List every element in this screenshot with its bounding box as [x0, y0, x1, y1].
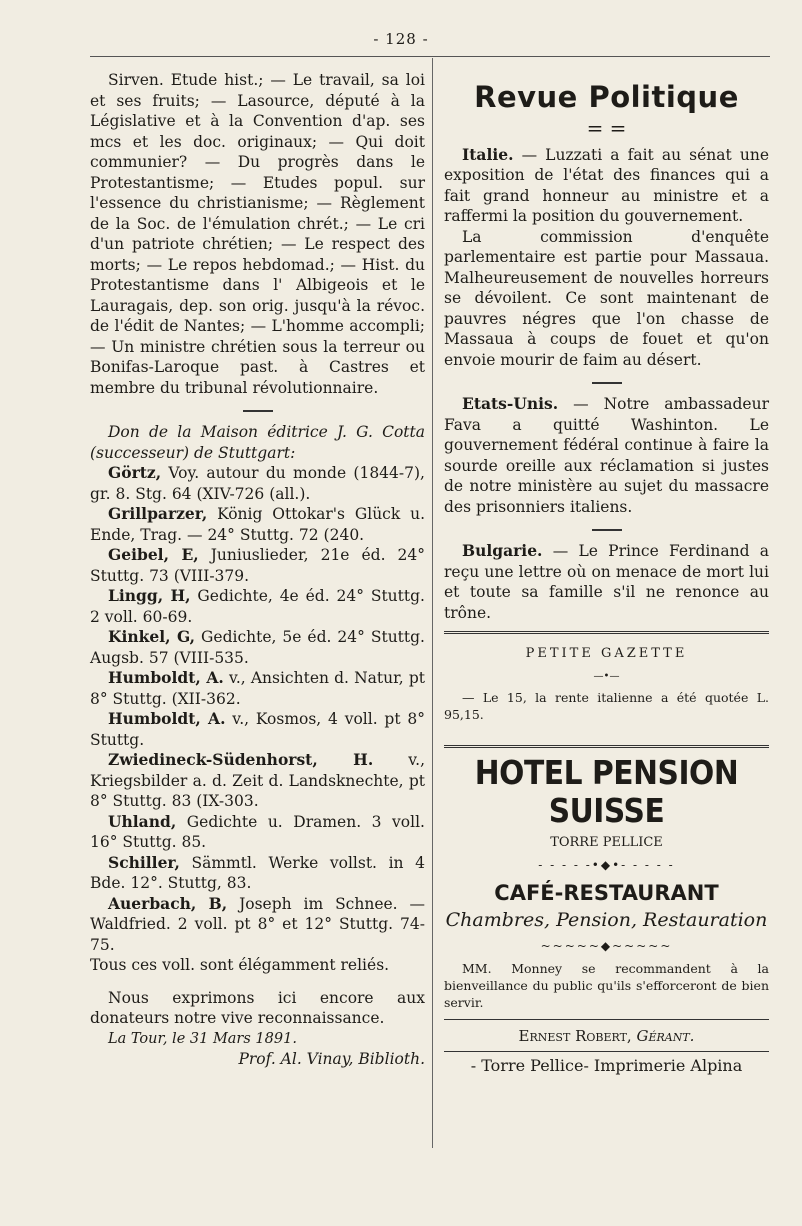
book-details: Gedichte, 5e éd. 24° Stuttg. Augsb. 57 (VIII-535.: [90, 628, 425, 667]
book-author: Lingg, H,: [108, 586, 191, 605]
book-author: Humboldt, A.: [108, 668, 224, 687]
book-details: Voy. autour du monde (1844-7), gr. 8. Stg. 64 (XIV-726 (all.).: [90, 464, 425, 503]
cafe-restaurant-title: CAFÉ-RESTAURANT: [494, 880, 719, 905]
double-rule: [444, 631, 769, 634]
book-entry: [90, 463, 425, 504]
etats-unis-text: — Notre ambassadeur Fava a quitté Washinton. Le gouvernement fédéral continue à faire la sourde oreille aux réclamation si justes de notre ministère au sujet du massacre des prisonniers italiens.: [444, 395, 769, 516]
section-rule: [243, 410, 273, 412]
book-details: Gedichte u. Dramen. 3 voll. 16° Stuttg. 85.: [90, 812, 425, 851]
thin-rule: [444, 1019, 769, 1020]
italie-paragraph-2: La commission d'enquête parlementaire est partie pour Massaua. Malheureusement de nouvelles horreurs se dévoilent. Ce sont maintenant de pauvres négres que l'on chasse de Massaua à coups de fouet et qu'on envoie mourir de faim au désert.: [444, 227, 769, 369]
signature: Prof. Al. Vinay, Biblioth.: [238, 1050, 425, 1068]
chambres-line: Chambres, Pension, Restauration: [445, 908, 768, 931]
thin-rule: [444, 1051, 769, 1052]
book-author: Schiller,: [108, 852, 180, 872]
book-details: v., Ansichten d. Natur, pt 8° Stuttg. (XII-362.: [90, 669, 426, 708]
column-divider: [432, 58, 433, 1148]
book-entry: [90, 894, 425, 956]
gerant-role: Gérant.: [636, 1027, 695, 1045]
right-column: [444, 70, 769, 1080]
donation-heading: Don de la Maison éditrice J. G. Cotta (successeur) de Stuttgart:: [90, 423, 425, 462]
catalogue-paragraph: Sirven. Etude hist.; — Le travail, sa loi et ses fruits; — Lasource, député à la Législative et à la Convention d'ap. ses mcs et les doc. originaux; — Qui doit communier? — Du progrès dans le Protestantisme; — Etudes popul. sur l'essence du christianisme; — Règlement de la Soc. de l'émulation chrét.; — Le cri d'un patriote chrétien; — Le respect des morts; — Le repos hebdomad.; — Hist. du Protestantisme dans l' Albigeois et le Lauragais, dep. son orig. jusqu'à la révoc. de l'édit de Nantes; — L'homme accompli; — Un ministre chrétien sous la terreur ou Bonifas-Laroque past. à Castres et membre du tribunal révolutionnaire.: [90, 71, 425, 397]
petite-gazette-title: PETITE GAZETTE: [525, 646, 688, 661]
book-entry: [90, 853, 425, 894]
book-list: [90, 463, 425, 955]
book-details: Juniuslieder, 21e éd. 24° Stuttg. 73 (VIII-379.: [90, 546, 426, 585]
book-author: Görtz,: [108, 463, 162, 482]
italie-label: Italie.: [462, 144, 514, 164]
book-entry: [90, 750, 425, 812]
book-entry: [90, 668, 425, 709]
italie-text: — Luzzati a fait au sénat une exposition de l'état des finances qui a fait grand honneur au ministre et a raffermi la position du gouvernement.: [444, 145, 769, 225]
bound-note: Tous ces voll. sont élégamment reliés.: [90, 956, 390, 974]
book-entry: [90, 504, 425, 545]
book-author: Kinkel, G,: [108, 627, 196, 646]
book-details: v., Kosmos, 4 voll. pt 8° Stuttg.: [90, 710, 426, 749]
book-entry: [90, 586, 425, 627]
hotel-location: TORRE PELLICE: [550, 835, 663, 850]
hotel-title: HOTEL PENSION SUISSE: [474, 753, 739, 830]
date-line: La Tour, le 31 Mars 1891.: [108, 1030, 297, 1047]
section-rule: [592, 529, 622, 531]
recommend-text: MM. Monney se recommandent à la bienveillance du public qu'ils s'efforceront de bien servir.: [444, 961, 769, 1010]
left-column: [90, 70, 425, 1070]
gerant-name: Ernest Robert,: [518, 1027, 632, 1045]
thanks-text: Nous exprimons ici encore aux donateurs notre vive reconnaissance.: [90, 988, 425, 1027]
bulgarie-label: Bulgarie.: [462, 541, 543, 560]
book-author: Humboldt, A.: [108, 709, 226, 728]
gazette-ornament: —•—: [593, 670, 620, 682]
section-rule: [592, 382, 622, 384]
book-entry: [90, 709, 425, 750]
spacer: [90, 976, 425, 988]
book-author: Geibel, E,: [108, 545, 199, 564]
imprimerie-line: - Torre Pellice- Imprimerie Alpina: [470, 1055, 743, 1075]
book-author: Zwiedineck-Südenhorst, H.: [108, 750, 374, 769]
book-details: Joseph im Schnee. — Waldfried. 2 voll. pt 8° et 12° Stuttg. 74-75.: [90, 894, 425, 954]
book-details: v., Kriegsbilder a. d. Zeit d. Landsknechte, pt 8° Stuttg. 83 (IX-303.: [90, 751, 425, 810]
ornament-divider: - - - - -•◆•- - - - -: [538, 858, 675, 872]
book-details: Gedichte, 4e éd. 24° Stuttg. 2 voll. 60-69.: [90, 587, 425, 626]
book-author: Auerbach, B,: [108, 893, 228, 913]
page-number: - 128 -: [373, 30, 429, 48]
book-details: Sämmtl. Werke vollst. in 4 Bde. 12°. Stuttg, 83.: [90, 853, 425, 892]
book-details: König Ottokar's Glück u. Ende, Trag. — 24° Stuttg. 72 (240.: [90, 505, 425, 544]
bulgarie-text: — Le Prince Ferdinand a reçu une lettre où on menace de mort lui et toute sa famille s'il ne renonce au trône.: [444, 542, 769, 622]
top-rule: [90, 56, 770, 57]
title-ornament: = =: [586, 116, 627, 140]
book-author: Grillparzer,: [108, 504, 208, 523]
book-author: Uhland,: [108, 811, 177, 831]
double-rule: [444, 745, 769, 748]
book-entry: [90, 627, 425, 668]
gerant-line: [444, 1026, 769, 1047]
gazette-text: — Le 15, la rente italienne a été quotée L. 95,15.: [444, 690, 769, 722]
etats-unis-label: Etats-Unis.: [462, 394, 559, 413]
book-entry: [90, 812, 425, 853]
revue-politique-title: Revue Politique: [474, 80, 739, 114]
ornament-divider: ~~~~~◆~~~~~: [540, 938, 673, 953]
book-entry: [90, 545, 425, 586]
